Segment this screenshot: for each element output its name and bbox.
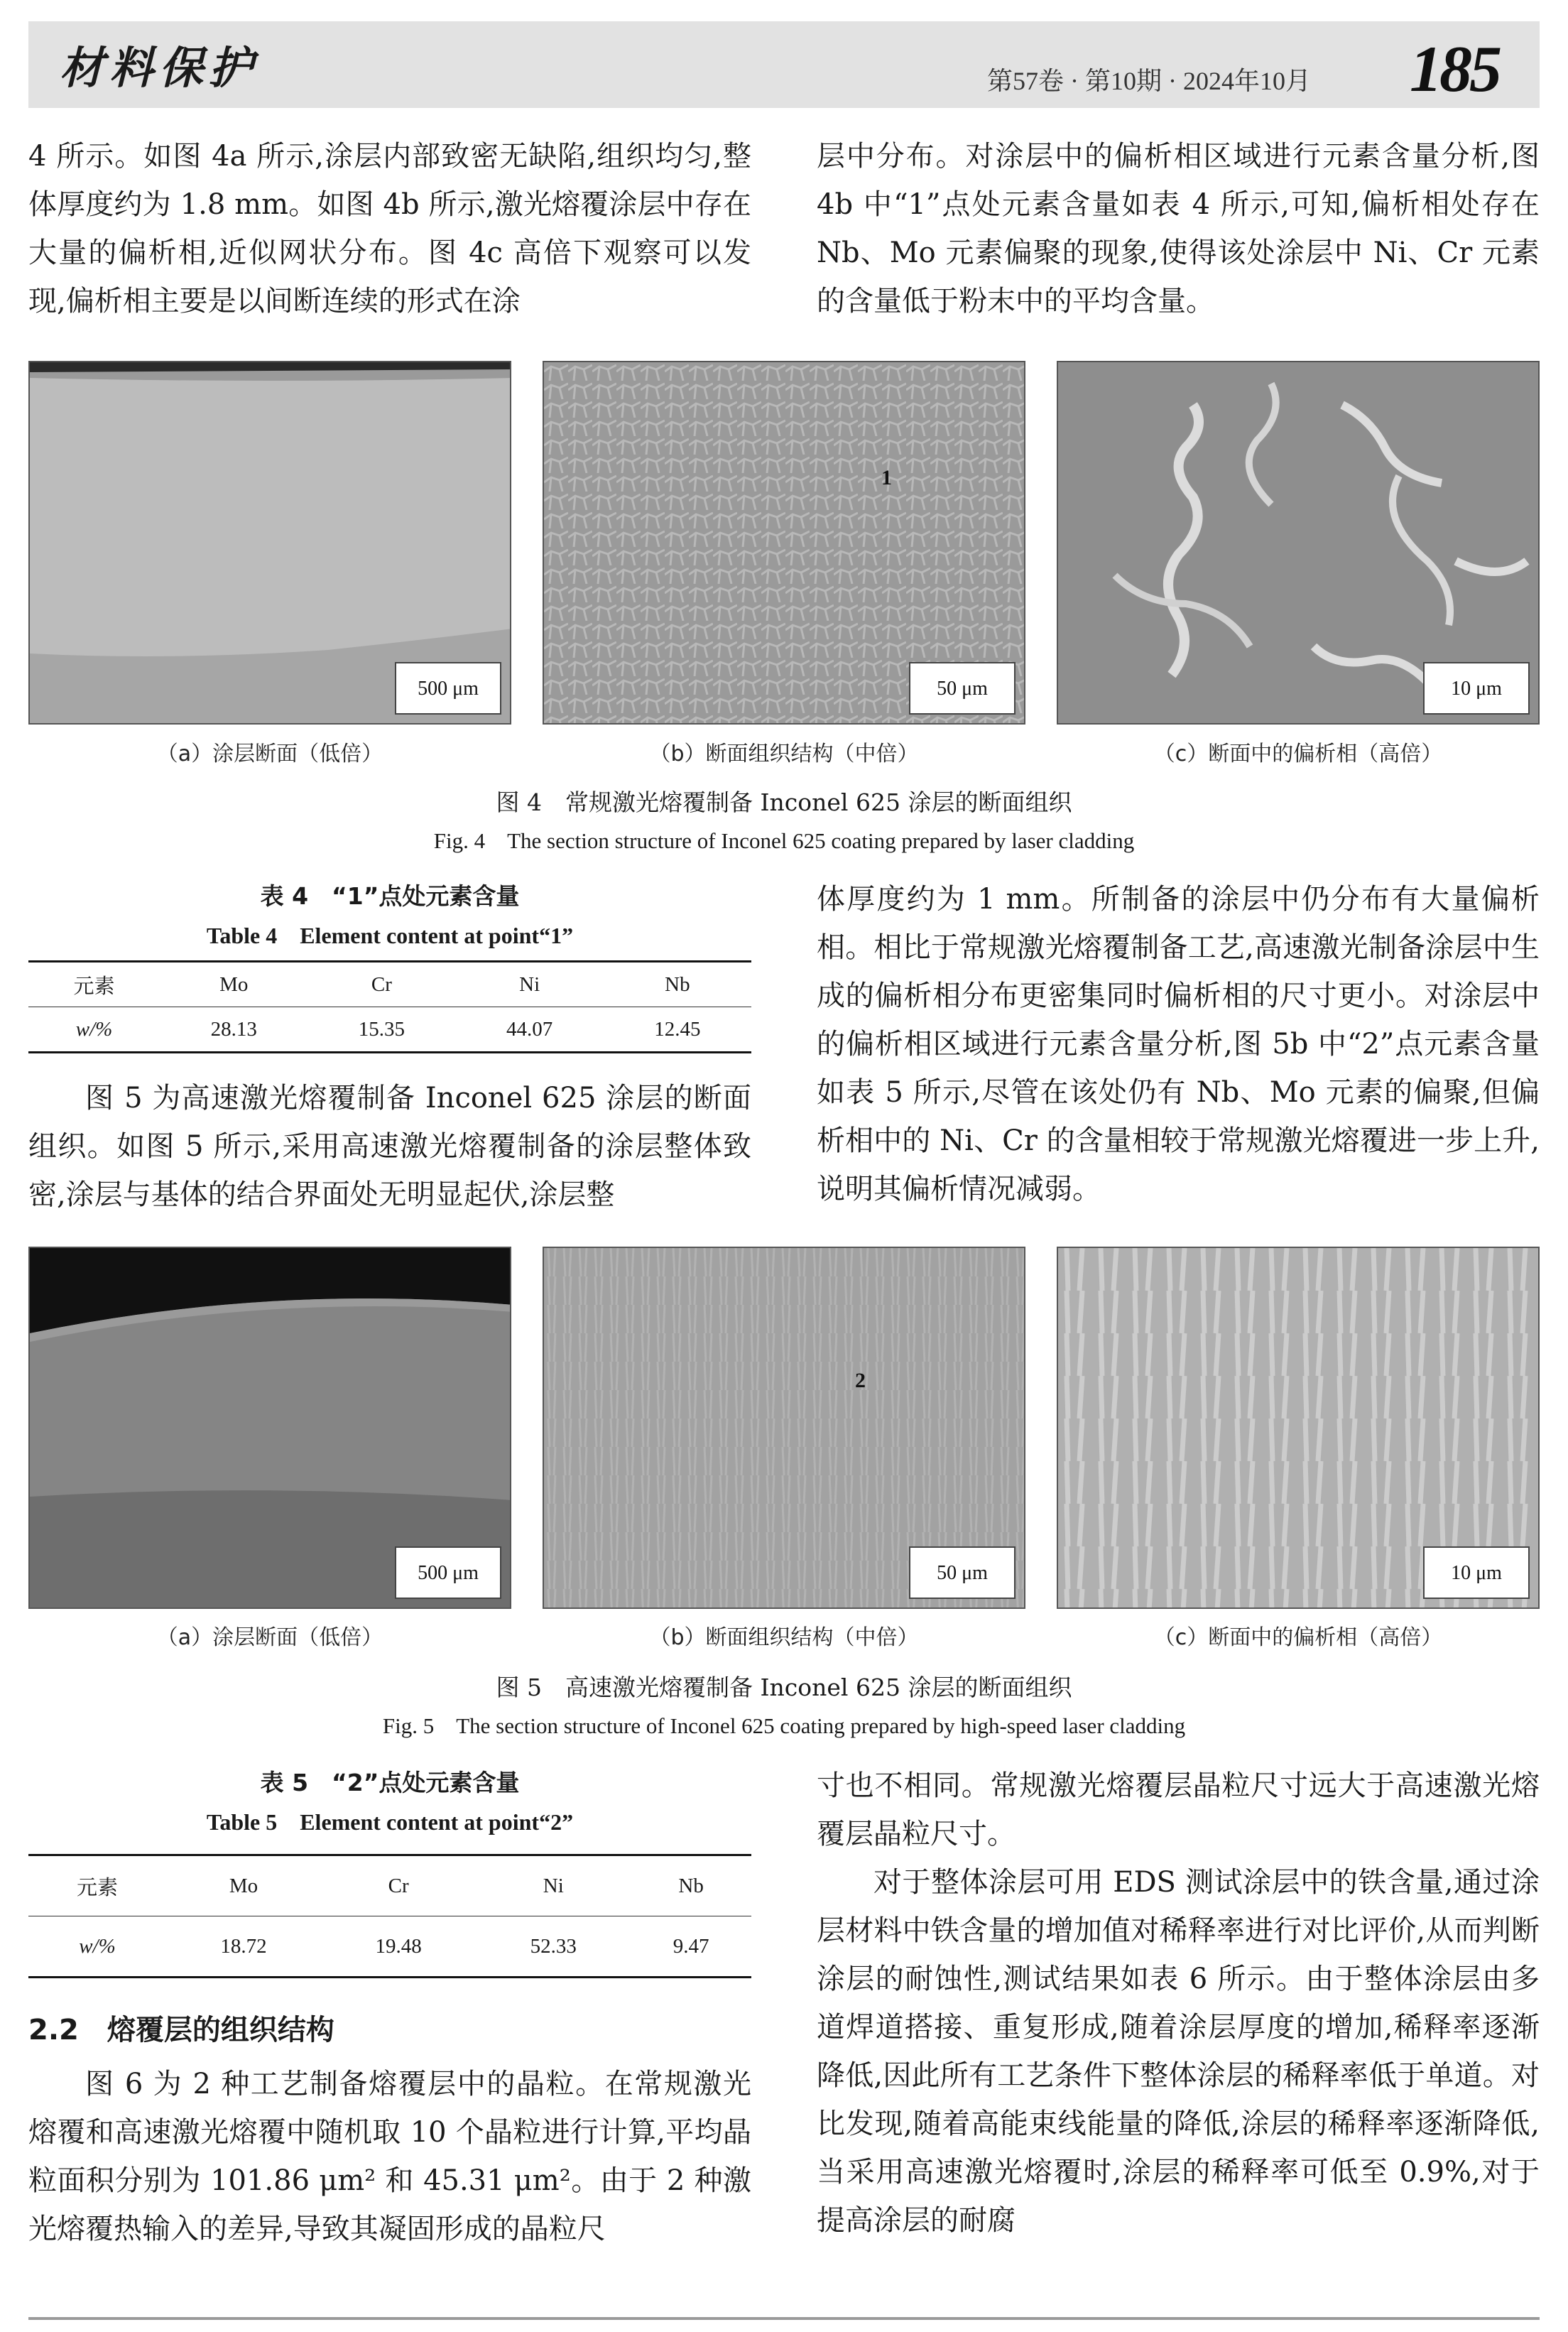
table5-title-cn: 表 5 “2”点处元素含量 (260, 1769, 520, 1796)
point-marker: 2 (855, 1369, 866, 1392)
fig4c-image (1057, 361, 1540, 725)
fig4-caption-cn: 图 4 常规激光熔覆制备 Inconel 625 涂层的断面组织 (496, 788, 1072, 816)
issue-info: 第57卷 · 第10期 · 2024年10月 (987, 67, 1311, 95)
table-header-cell: Mo (166, 1855, 321, 1916)
table-row (28, 1007, 751, 1053)
table-row (28, 1916, 751, 1978)
scale-bar: 10 μm (1423, 1546, 1530, 1599)
paragraph: 4 所示。如图 4a 所示,涂层内部致密无缺陷,组织均匀,整体厚度约为 1.8 mm。如图 4b 所示,激光熔覆涂层中存在大量的偏析相,近似网状分布。图 4c 高倍下观察可以发现,偏析相主要是以间断连续的形式在涂 (28, 140, 751, 318)
footer-rule (28, 2317, 1540, 2320)
paragraph: 体厚度约为 1 mm。所制备的涂层中仍分布有大量偏析相。相比于常规激光熔覆制备工艺,高速激光制备涂层中生成的偏析相分布更密集同时偏析相的尺寸更小。对涂层中的偏析相区域进行元素含量分析,图 5b 中“2”点元素含量如表 5 所示,尽管在该处仍有 Nb、Mo 元素的偏聚,但偏析相中的 Ni、Cr 的含量相较于常规激光熔覆进一步上升,说明其偏析情况减弱。 (817, 883, 1540, 1205)
left-column-mid (28, 1074, 751, 1219)
paragraph: 层中分布。对涂层中的偏析相区域进行元素含量分析,图 4b 中“1”点处元素含量如表 4 所示,可知,偏析相处存在 Nb、Mo 元素偏聚的现象,使得该处涂层中 Ni、Cr 元素的含量低于粉末中的平均含量。 (817, 140, 1540, 318)
fig5a-caption: （a）涂层断面（低倍） (156, 1625, 383, 1650)
table-cell: 19.48 (321, 1916, 476, 1978)
scale-bar: 10 μm (1423, 662, 1530, 715)
right-column-mid (817, 875, 1540, 1213)
table4 (28, 960, 751, 1053)
section-heading: 2.2 熔覆层的组织结构 (28, 2014, 334, 2046)
right-column-bottom (817, 1762, 1540, 2245)
table-cell: 12.45 (604, 1007, 751, 1053)
fig5c-image (1057, 1247, 1540, 1609)
fig4b-caption: （b）断面组织结构（中倍） (649, 742, 919, 766)
table-cell: 9.47 (631, 1916, 751, 1978)
paragraph: 对于整体涂层可用 EDS 测试涂层中的铁含量,通过涂层材料中铁含量的增加值对稀释率进行对比评价,从而判断涂层的耐蚀性,测试结果如表 6 所示。由于整体涂层由多道焊道搭接、重复形成,随着涂层厚度的增加,稀释率逐渐降低,因此所有工艺条件下整体涂层的稀释率低于单道。对比发现,随着高能束线能量的降低,涂层的稀释率逐渐降低,当采用高速激光熔覆时,涂层的稀释率可低至 0.9%,对于提高涂层的耐腐 (817, 1866, 1540, 2237)
fig5a-image (28, 1247, 511, 1609)
table4-title-en: Table 4 Element content at point“1” (206, 923, 574, 948)
left-column-top (28, 132, 751, 325)
fig5-caption-cn: 图 5 高速激光熔覆制备 Inconel 625 涂层的断面组织 (496, 1674, 1072, 1701)
table-cell: 15.35 (307, 1007, 455, 1053)
table-cell: 52.33 (476, 1916, 631, 1978)
table-header-cell: 元素 (28, 962, 160, 1007)
fig5b-caption: （b）断面组织结构（中倍） (649, 1625, 919, 1650)
table-header-cell: Mo (160, 962, 307, 1007)
table-header-row (28, 962, 751, 1007)
fig5c-caption: （c）断面中的偏析相（高倍） (1153, 1625, 1443, 1650)
scale-bar: 500 μm (395, 1546, 501, 1599)
table-cell: 18.72 (166, 1916, 321, 1978)
table-cell: 44.07 (456, 1007, 604, 1053)
table5-title-en: Table 5 Element content at point“2” (206, 1809, 574, 1835)
table4-title-cn: 表 4 “1”点处元素含量 (260, 882, 520, 910)
scale-bar: 50 μm (909, 662, 1016, 715)
fig4-caption-en: Fig. 4 The section structure of Inconel 625 coating prepared by laser cladding (433, 828, 1135, 853)
table-header-cell: Ni (456, 962, 604, 1007)
left-column-bottom (28, 2060, 751, 2253)
table-header-cell: Cr (321, 1855, 476, 1916)
fig4c-caption: （c）断面中的偏析相（高倍） (1153, 742, 1443, 766)
table-header-cell: Ni (476, 1855, 631, 1916)
table-header-cell: Nb (631, 1855, 751, 1916)
scale-bar: 50 μm (909, 1546, 1016, 1599)
scale-bar: 500 μm (395, 662, 501, 715)
journal-logo: 材料保护 (60, 42, 259, 94)
table-header-row (28, 1855, 751, 1916)
table-cell: w/% (28, 1007, 160, 1053)
point-marker: 1 (881, 466, 892, 489)
table-cell: 28.13 (160, 1007, 307, 1053)
table-cell: w/% (28, 1916, 166, 1978)
fig5b-image (543, 1247, 1025, 1609)
table5 (28, 1854, 751, 1978)
paragraph: 图 6 为 2 种工艺制备熔覆层中的晶粒。在常规激光熔覆和高速激光熔覆中随机取 10 个晶粒进行计算,平均晶粒面积分别为 101.86 μm² 和 45.31 μm²。由于 2 种激光熔覆热输入的差异,导致其凝固形成的晶粒尺 (28, 2068, 751, 2245)
right-column-top (817, 132, 1540, 325)
fig4b-image (543, 361, 1025, 725)
fig4a-image (28, 361, 511, 725)
page-number: 185 (1410, 33, 1499, 105)
paragraph: 图 5 为高速激光熔覆制备 Inconel 625 涂层的断面组织。如图 5 所示,采用高速激光熔覆制备的涂层整体致密,涂层与基体的结合界面处无明显起伏,涂层整 (28, 1082, 751, 1211)
table-header-cell: 元素 (28, 1855, 166, 1916)
table-header-cell: Cr (307, 962, 455, 1007)
fig5-caption-en: Fig. 5 The section structure of Inconel 625 coating prepared by high-speed laser cladding (382, 1713, 1186, 1738)
fig4a-caption: （a）涂层断面（低倍） (156, 742, 383, 766)
paragraph: 寸也不相同。常规激光熔覆层晶粒尺寸远大于高速激光熔覆层晶粒尺寸。 (817, 1769, 1540, 1850)
table-header-cell: Nb (604, 962, 751, 1007)
